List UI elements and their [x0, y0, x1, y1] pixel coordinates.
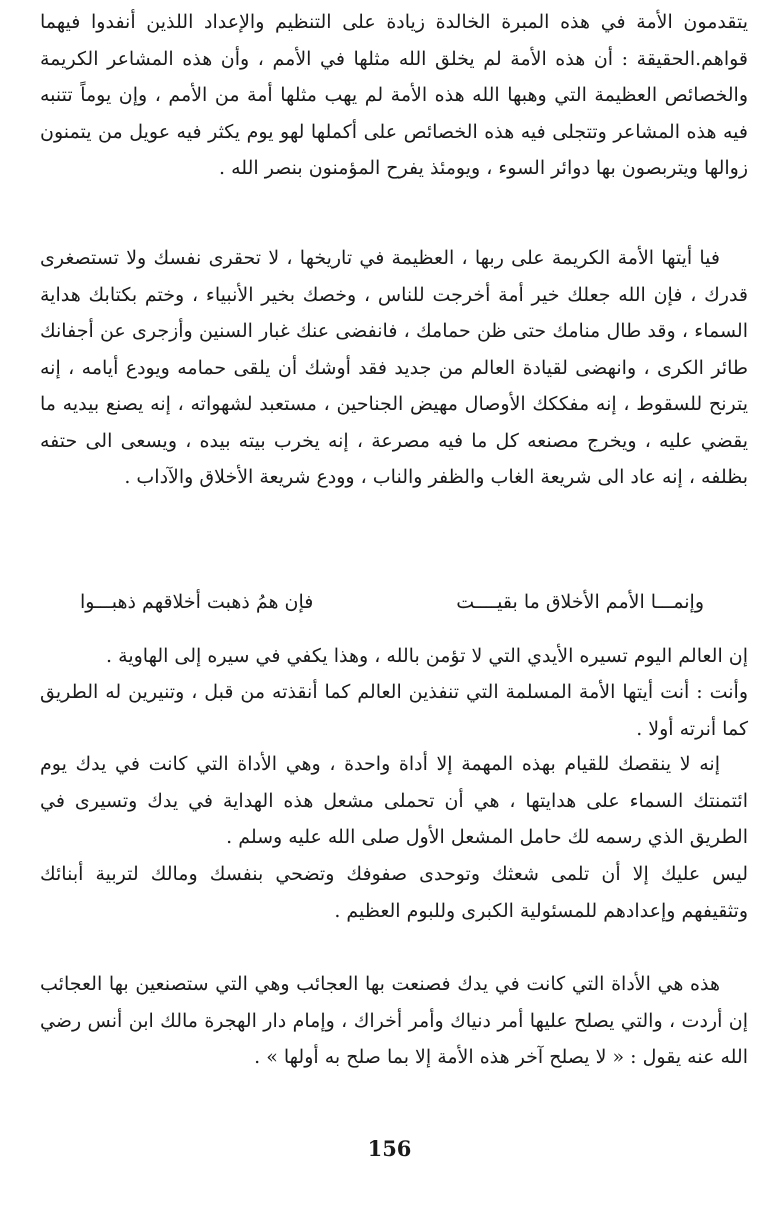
paragraph-4: وأنت : أنت أيتها الأمة المسلمة التي تنفذين العالم كما أنقذته من قبل ، وتنيرين له الطريق كما أنرته أولا .	[40, 681, 748, 740]
paragraph-2: فيا أيتها الأمة الكريمة على ربها ، العظيمة في تاريخها ، لا تحقرى نفسك ولا تستصغرى قدرك ، فإن الله جعلك خير أمة أخرجت للناس ، وخصك بخير الأنبياء ، وختم بكتابك هداية السماء ، وقد طال منامك حتى ظن حمامك ، فانفضى عنك غبار السنين وأزجرى عن أجفانك طائر الكرى ، وانهضى لقيادة العالم من جديد فقد أوشك أن يلقى حمامه ويودع أيامه ، إنه يترنح للسقوط ، إنه مفككك الأوصال مهيض الجناحين ، مستعبد لشهواته ، إنه يصنع بيديه ما يقضي عليه ، ويخرج مصنعه كل ما فيه مصرعة ، إنه يخرب بيته بيده ، ويسعى الى حتفه بظلفه ، إنه عاد الى شريعة الغاب والظفر والناب ، وودع شريعة الأخلاق والآداب .	[40, 247, 748, 488]
page-number: 156	[367, 1136, 412, 1161]
verse-second-hemistich: فإن همُ ذهبت أخلاقهم ذهبـــوا	[80, 591, 314, 613]
paragraph-7: هذه هي الأداة التي كانت في يدك فصنعت بها العجائب وهي التي ستصنعين بها العجائب إن أردت ، والتي يصلح عليها أمر دنياك وأمر أخراك ، وإمام دار الهجرة مالك ابن أنس رضي الله عنه يقول : « لا يصلح آخر هذه الأمة إلا بما صلح به أولها » .	[40, 973, 748, 1068]
paragraph-5: إنه لا ينقصك للقيام بهذه المهمة إلا أداة واحدة ، وهي الأداة التي كانت في يدك يوم ائتمنتك السماء على هدايتها ، هي أن تحملى مشعل هذه الهداية في يدك وتسيرى في الطريق الذي رسمه لك حامل المشعل الأول صلى الله عليه وسلم .	[40, 753, 748, 848]
verse-first-hemistich: وإنمـــا الأمم الأخلاق ما بقيــــت	[456, 591, 704, 613]
book-page	[40, 0, 748, 1205]
paragraph-3: إن العالم اليوم تسيره الأيدي التي لا تؤمن بالله ، وهذا يكفي في سيره إلى الهاوية .	[106, 645, 748, 667]
poetry-verse	[40, 584, 748, 624]
paragraph-1: يتقدمون الأمة في هذه المبرة الخالدة زيادة على التنظيم والإعداد اللذين أنفدوا فيهما قواهم.الحقيقة : أن هذه الأمة لم يخلق الله مثلها في الأمم ، وأن هذه المشاعر الكريمة والخصائص العظيمة التي وهبها الله هذه الأمة لم يهب مثلها أمة من الأمم ، وإن يوماً تتنبه فيه هذه المشاعر وتتجلى فيه هذه الخصائص على أكملها لهو يوم يكثر فيه عويل من يتمنون زوالها ويتربصون بها دوائر السوء ، ويومئذ يفرح المؤمنون بنصر الله .	[40, 11, 748, 179]
paragraph-6: ليس عليك إلا أن تلمى شعثك وتوحدى صفوفك وتضحي بنفسك ومالك لتربية أبنائك وتثقيفهم وإعدادهم للمسئولية الكبرى وللبوم العظيم .	[40, 863, 748, 922]
